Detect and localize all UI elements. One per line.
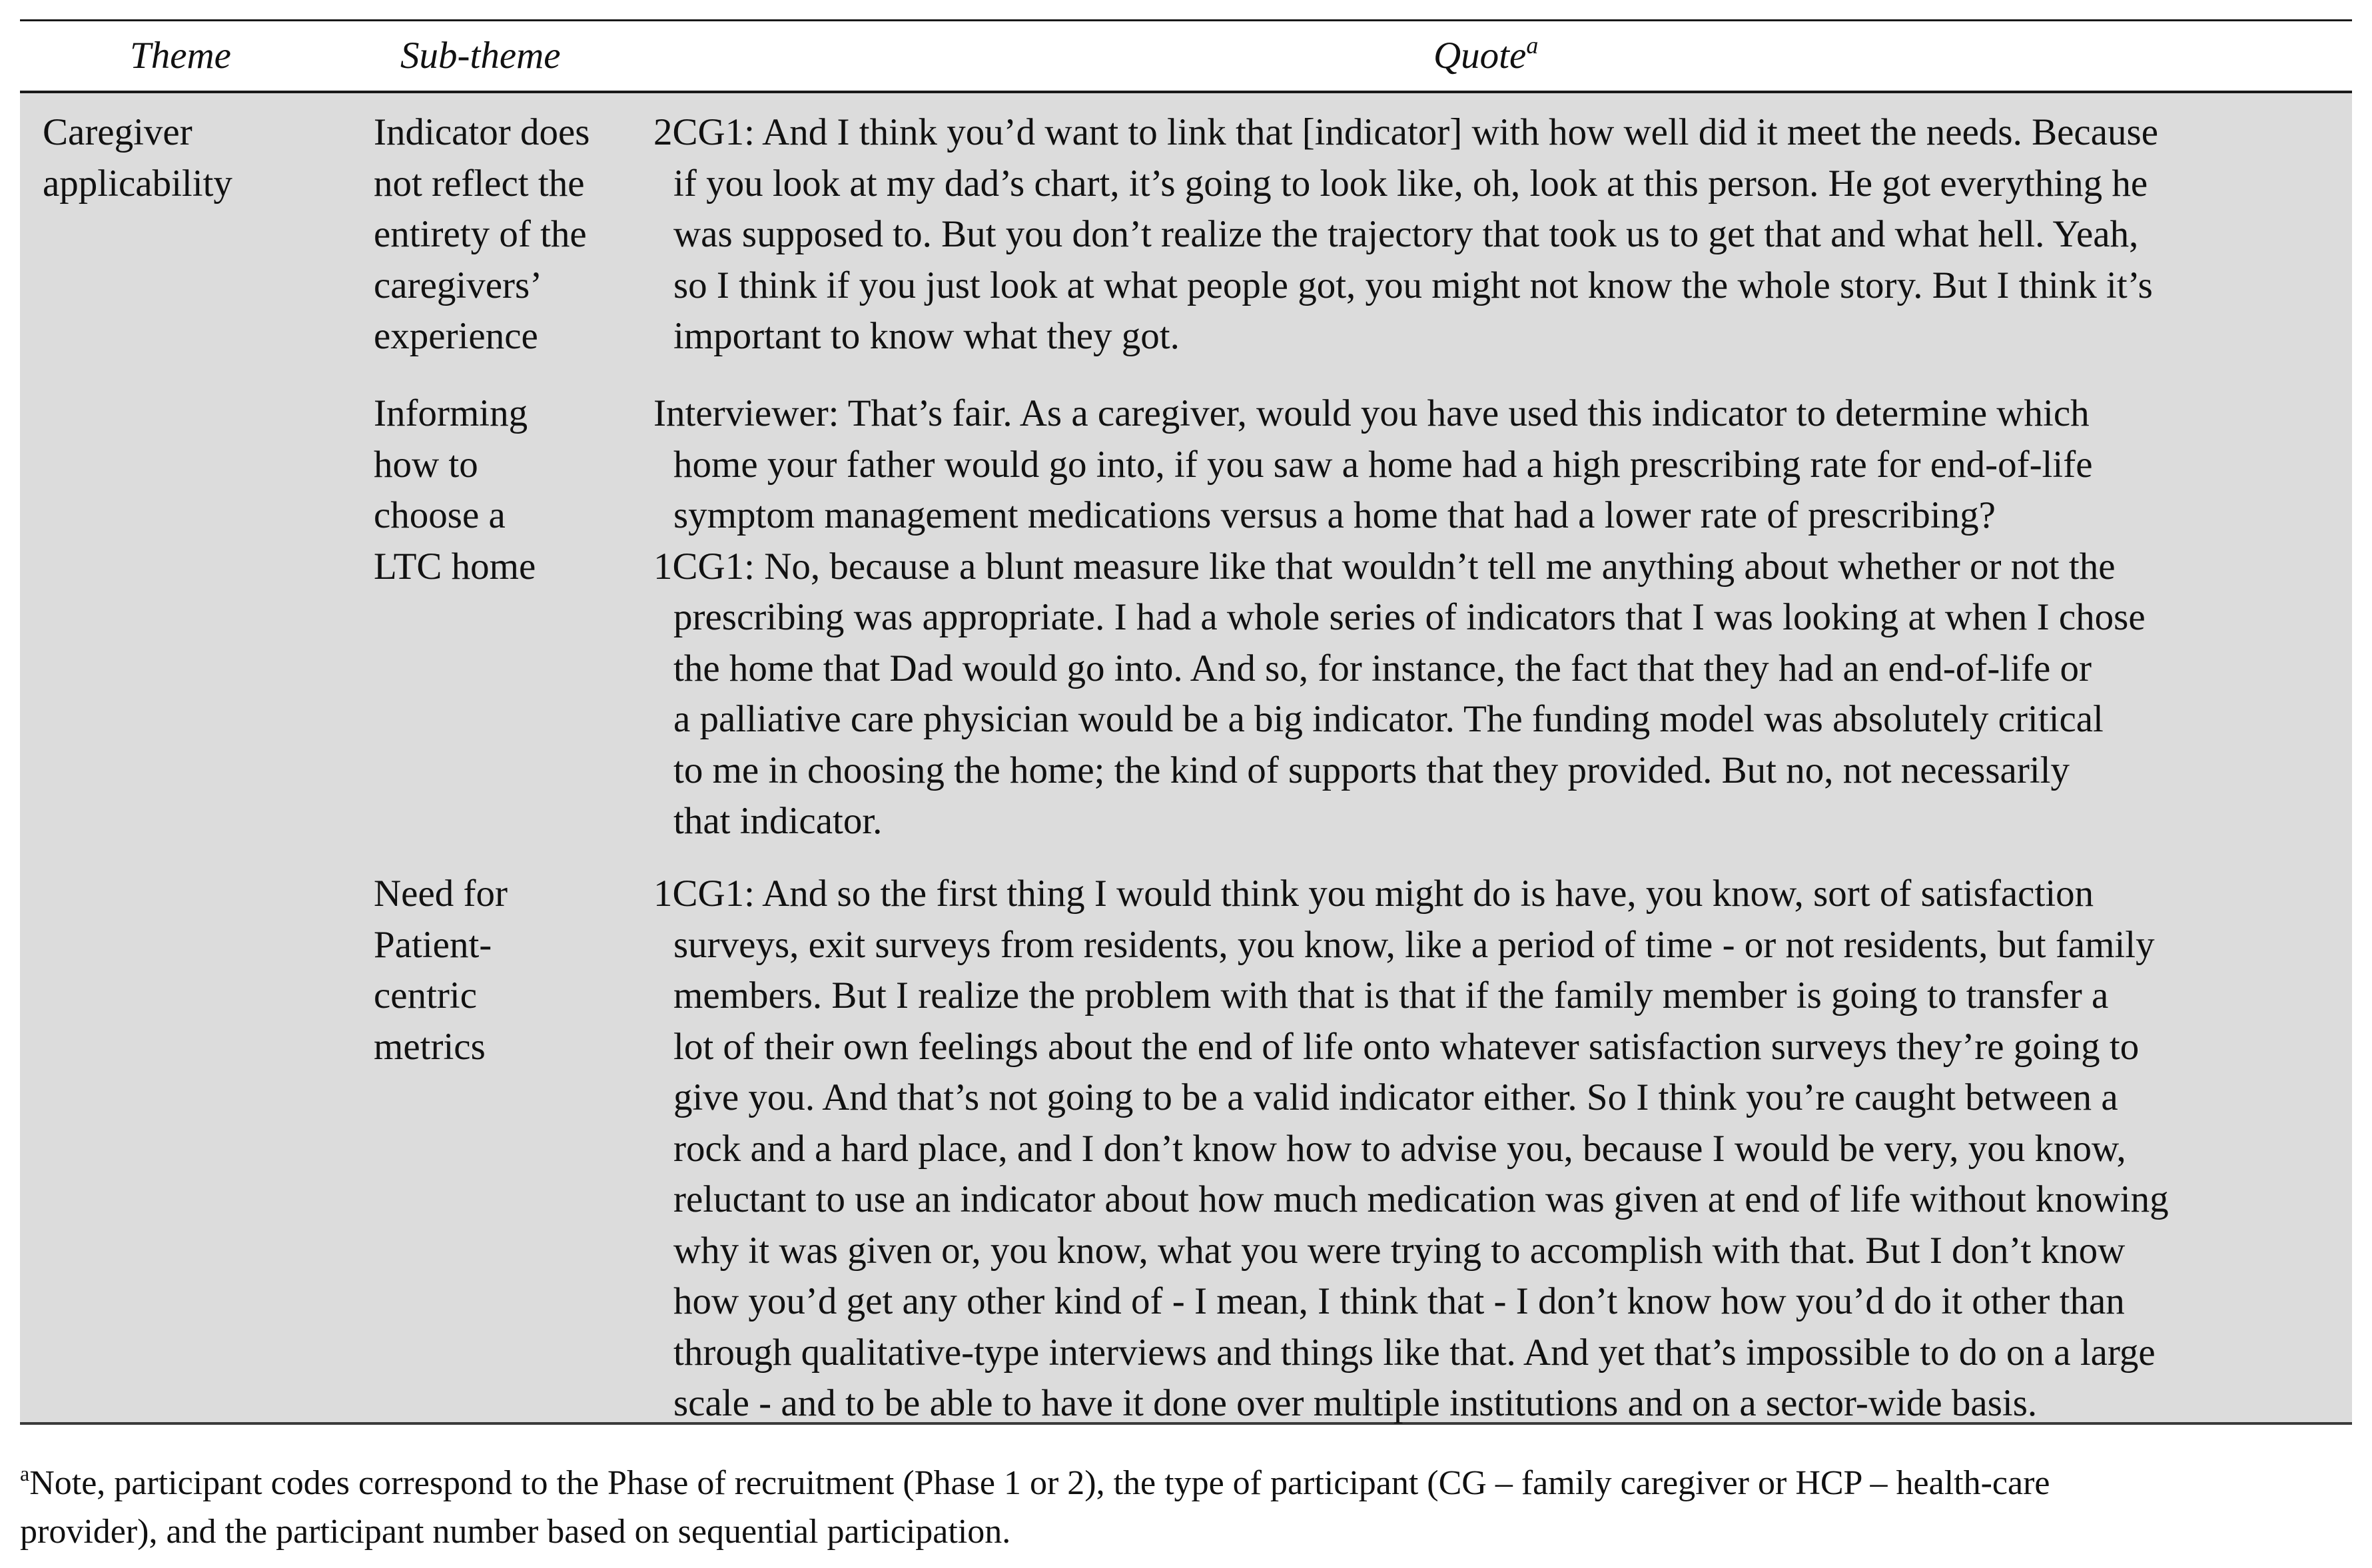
quote-line: to me in choosing the home; the kind of supports that they provided. But no, not necessarily (673, 749, 2070, 791)
table-footnote (20, 1461, 2338, 1555)
quote-line: 2CG1: And I think you’d want to link that [indicator] with how well did it meet the needs. Because (653, 111, 2158, 153)
subtheme-line: Need for (374, 873, 508, 915)
subtheme-line: how to (374, 443, 478, 486)
quote-line: important to know what they got. (673, 315, 1180, 357)
subtheme-line: caregivers’ (374, 264, 543, 306)
quote-line: so I think if you just look at what people got, you might not know the whole story. But I think it’s (673, 264, 2153, 306)
quote-line: scale - and to be able to have it done over multiple institutions and on a sector-wide basis. (673, 1382, 2038, 1424)
quote-line: 1CG1: And so the first thing I would think you might do is have, you know, sort of satisfaction (653, 873, 2094, 915)
subtheme-cell (374, 869, 640, 1072)
quote-line: lot of their own feelings about the end of life onto whatever satisfaction surveys they’re going to (673, 1025, 2140, 1068)
footnote-marker: a (20, 1461, 30, 1485)
quote-line: how you’d get any other kind of - I mean, I think that - I don’t know how you’d do it other than (673, 1280, 2125, 1322)
quote-line: members. But I realize the problem with that is that if the family member is going to transfer a (673, 975, 2109, 1016)
header-theme: Theme (130, 35, 231, 77)
subtheme-cell (374, 107, 640, 362)
quote-line: that indicator. (673, 800, 883, 842)
header-quote-superscript: a (1526, 32, 1539, 59)
quote-line: if you look at my dad’s chart, it’s going to look like, oh, look at this person. He got everything he (673, 162, 2148, 204)
quote-line: the home that Dad would go into. And so, for instance, the fact that they had an end-of-life or (673, 647, 2092, 689)
themes-table (20, 19, 2352, 1425)
subtheme-line: experience (374, 315, 538, 357)
quote-line: prescribing was appropriate. I had a whole series of indicators that I was looking at when I chose (673, 596, 2146, 638)
theme-cell (43, 107, 356, 209)
subtheme-line: Informing (374, 392, 528, 434)
quote-line: reluctant to use an indicator about how much medication was given at end of life without knowing (673, 1178, 2169, 1220)
quote-line: rock and a hard place, and I don’t know how to advise you, because I would be very, you know, (673, 1127, 2126, 1170)
table-body (20, 93, 2352, 1422)
quote-line: a palliative care physician would be a big indicator. The funding model was absolutely critical (673, 698, 2104, 740)
footnote-line (20, 1461, 2338, 1509)
subtheme-line: not reflect the (374, 162, 585, 204)
quote-cell (653, 107, 2339, 362)
quote-cell (653, 388, 2339, 847)
header-quote (1433, 32, 1539, 81)
theme-line: applicability (43, 162, 232, 204)
subtheme-cell (374, 388, 640, 592)
quote-line: why it was given or, you know, what you were trying to accomplish with that. But I don’t know (673, 1229, 2126, 1272)
subtheme-line: metrics (374, 1025, 486, 1068)
table-header (20, 21, 2352, 91)
quote-line: through qualitative-type interviews and things like that. And yet that’s impossible to do on a large (673, 1331, 2156, 1373)
subtheme-line: LTC home (374, 545, 536, 588)
subtheme-line: choose a (374, 494, 506, 536)
footnote-text: Note, participant codes correspond to the Phase of recruitment (Phase 1 or 2), the type of participant (CG – family caregiver or HCP – health-care (29, 1464, 2050, 1502)
quote-line: home your father would go into, if you saw a home had a high prescribing rate for end-of-life (673, 443, 2093, 486)
quote-line: Interviewer: That’s fair. As a caregiver, would you have used this indicator to determine which (653, 392, 2090, 434)
quote-line: surveys, exit surveys from residents, you know, like a period of time - or not residents, but family (673, 923, 2155, 966)
quote-line: symptom management medications versus a home that had a lower rate of prescribing? (673, 494, 1996, 536)
subtheme-line: Indicator does (374, 111, 590, 153)
theme-line: Caregiver (43, 111, 193, 153)
header-subtheme: Sub-theme (400, 35, 561, 77)
quote-line: 1CG1: No, because a blunt measure like that wouldn’t tell me anything about whether or not the (653, 545, 2116, 588)
subtheme-line: centric (374, 975, 478, 1016)
subtheme-line: Patient- (374, 923, 492, 966)
header-quote-label: Quote (1433, 35, 1527, 77)
subtheme-line: entirety of the (374, 213, 587, 255)
quote-line: was supposed to. But you don’t realize the trajectory that took us to get that and what hell. Yeah, (673, 213, 2139, 255)
footnote-line: provider), and the participant number based on sequential participation. (20, 1513, 1011, 1551)
quote-cell (653, 869, 2339, 1429)
quote-line: give you. And that’s not going to be a valid indicator either. So I think you’re caught between a (673, 1076, 2118, 1118)
